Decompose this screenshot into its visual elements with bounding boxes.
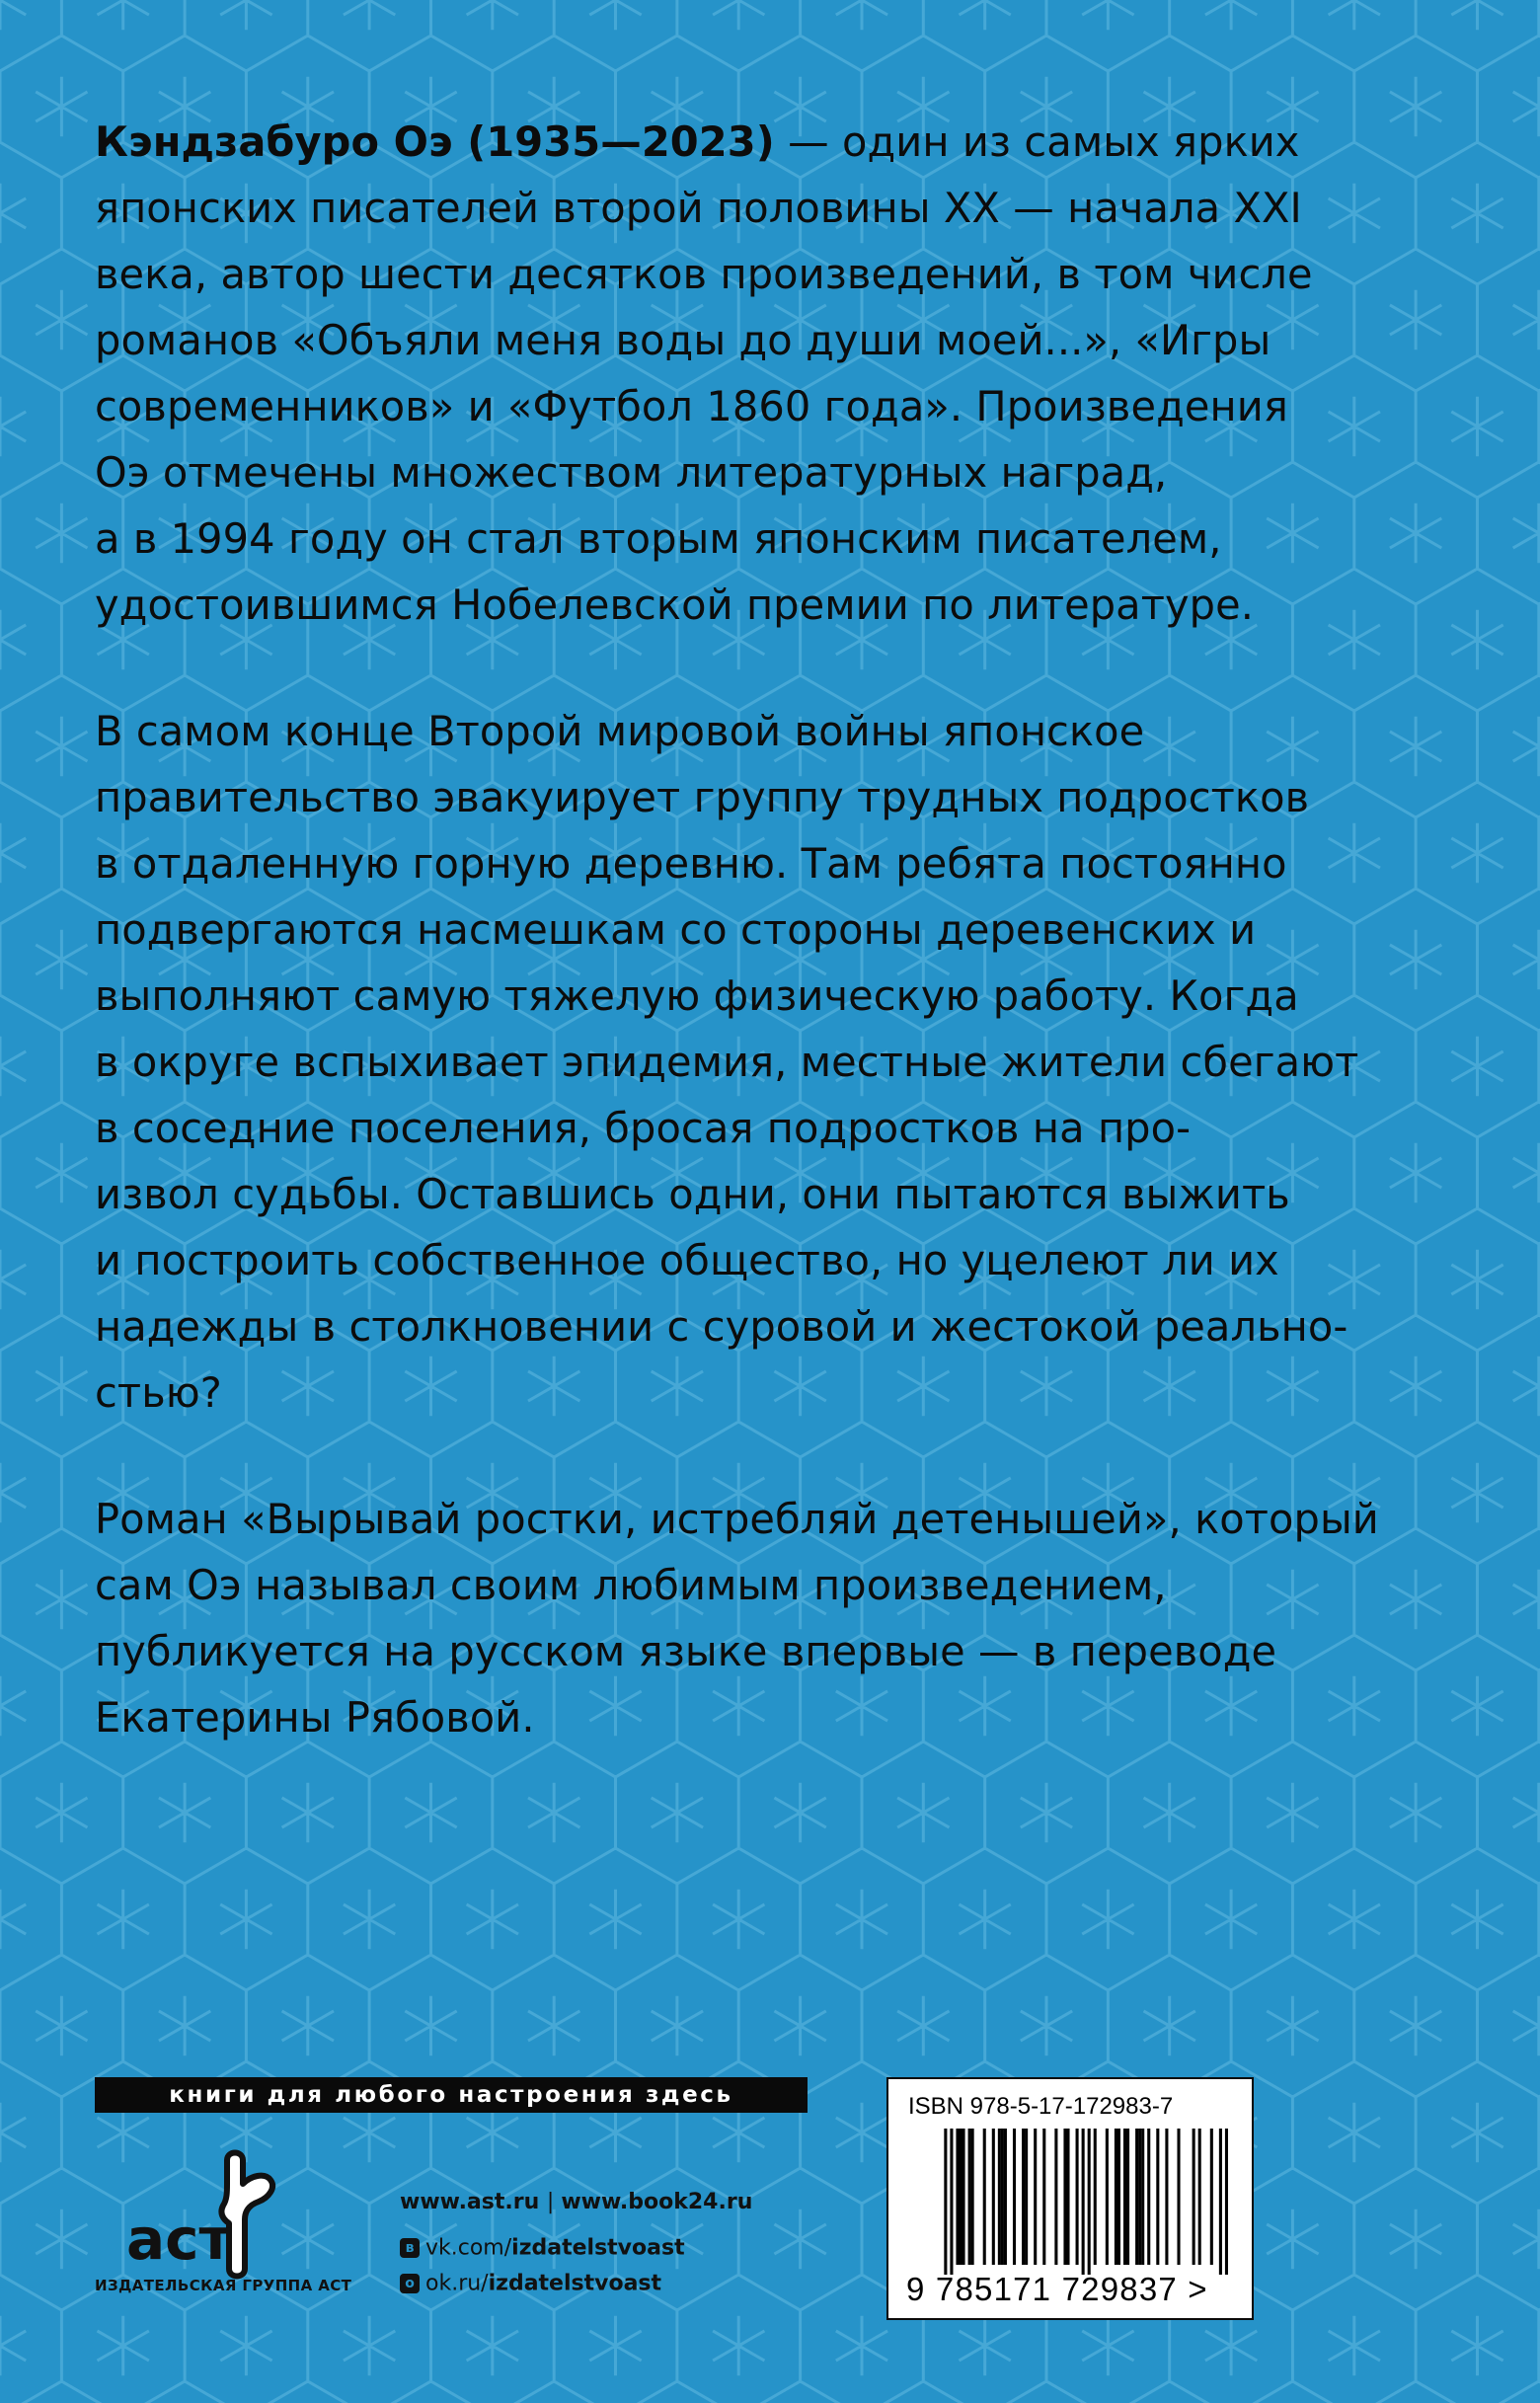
- author-biography: [95, 109, 1467, 638]
- barcode-bar: [1117, 2129, 1120, 2265]
- barcode-bar: [971, 2129, 974, 2265]
- barcode-bar: [1156, 2129, 1159, 2265]
- plot-line: и построить собственное общество, но уцелеют ли их: [95, 1236, 1279, 1284]
- bio-line: Кэндзабуро Оэ (1935—2023) — один из самых ярких: [95, 117, 1300, 166]
- barcode-bar: [1198, 2129, 1201, 2265]
- barcode-bar: [1063, 2129, 1066, 2265]
- vk-link[interactable]: в vk.com/izdatelstvoast: [400, 2235, 685, 2261]
- publisher-name: ИЗДАТЕЛЬСКАЯ ГРУППА АСТ: [95, 2277, 352, 2294]
- barcode-bar: [1088, 2129, 1091, 2275]
- barcode-bar: [968, 2129, 971, 2265]
- bio-line: Оэ отмечены множеством литературных наград,: [95, 448, 1168, 497]
- barcode-bar: [1076, 2129, 1079, 2265]
- barcode-bar: [1094, 2129, 1097, 2265]
- barcode-bar: [1126, 2129, 1129, 2265]
- barcode-bar: [1022, 2129, 1025, 2265]
- barcode-bar: [1210, 2129, 1213, 2265]
- barcode-bar: [1034, 2129, 1037, 2265]
- logo-text: аст: [126, 2206, 233, 2273]
- isbn-label: ISBN 978-5-17-172983-7: [908, 2093, 1174, 2120]
- barcode-bar: [1106, 2129, 1109, 2265]
- barcode-bar: [1042, 2129, 1045, 2265]
- plot-line: подвергаются насмешкам со стороны деревенских и: [95, 905, 1257, 954]
- plot-line: стью?: [95, 1368, 222, 1417]
- plot-line: правительство эвакуирует группу трудных подростков: [95, 773, 1310, 821]
- site-book24-link[interactable]: www.book24.ru: [561, 2190, 753, 2214]
- bio-line: а в 1994 году он стал вторым японским писателем,: [95, 514, 1222, 563]
- barcode-bar: [950, 2129, 953, 2275]
- plot-line: выполняют самую тяжелую физическую работу. Когда: [95, 971, 1299, 1020]
- barcode-bar: [959, 2129, 962, 2265]
- barcode-bar: [992, 2129, 995, 2265]
- barcode-bar: [1193, 2129, 1195, 2265]
- barcode-bar: [1001, 2129, 1004, 2265]
- barcode-bar: [1141, 2129, 1144, 2265]
- plot-line: извол судьбы. Оставшись одни, они пытаются выжить: [95, 1170, 1290, 1218]
- isbn-barcode-box: [886, 2077, 1254, 2320]
- bio-line: японских писателей второй половины XX — начала XXI: [95, 184, 1302, 232]
- barcode-bar: [1138, 2129, 1141, 2265]
- barcode-bar: [1082, 2129, 1085, 2275]
- barcode-bar: [1219, 2129, 1222, 2275]
- barcode-bar: [1165, 2129, 1168, 2265]
- barcode-bar: [944, 2129, 947, 2275]
- promo-line: публикуется на русском языке впервые — в переводе: [95, 1627, 1277, 1675]
- barcode-bar: [1025, 2129, 1028, 2265]
- website-links: [400, 2190, 752, 2214]
- barcode-bar: [998, 2129, 1001, 2265]
- bio-line: романов «Объяли меня воды до души моей...», «Игры: [95, 316, 1271, 364]
- slogan-bar: книги для любого настроения здесь: [95, 2077, 808, 2113]
- barcode-bar: [956, 2129, 959, 2265]
- ast-logo-icon: [116, 2142, 314, 2288]
- promo-line: сам Оэ называл своим любимым произведением,: [95, 1561, 1167, 1609]
- barcode-bar: [1123, 2129, 1126, 2265]
- barcode-bar: [983, 2129, 986, 2265]
- barcode-bar: [1054, 2129, 1057, 2265]
- plot-line: надежды в столкновении с суровой и жестокой реально-: [95, 1302, 1348, 1351]
- barcode-bar: [1066, 2129, 1069, 2265]
- barcode-bar: [1004, 2129, 1007, 2265]
- barcode-bar: [1177, 2129, 1180, 2265]
- vk-icon: в: [400, 2238, 420, 2258]
- barcode-bar: [1225, 2129, 1228, 2275]
- plot-line: В самом конце Второй мировой войны японское: [95, 707, 1145, 755]
- odnoklassniki-icon: о: [400, 2274, 420, 2293]
- plot-line: в округе вспыхивает эпидемия, местные жители сбегают: [95, 1038, 1359, 1086]
- bio-line: века, автор шести десятков произведений, в том числе: [95, 250, 1313, 298]
- plot-line: в соседние поселения, бросая подростков на про-: [95, 1104, 1192, 1152]
- barcode-bar: [1135, 2129, 1138, 2265]
- novel-promo: [95, 1486, 1467, 1750]
- bio-line: современников» и «Футбол 1860 года». Произведения: [95, 382, 1288, 430]
- barcode-bar: [1013, 2129, 1016, 2265]
- barcode-bar: [1147, 2129, 1150, 2265]
- plot-summary: [95, 698, 1467, 1426]
- author-name: Кэндзабуро Оэ (1935—2023): [95, 117, 775, 166]
- link-separator: |: [546, 2190, 555, 2214]
- barcode-bar: [1115, 2129, 1117, 2265]
- barcode-digits: 9 785171 729837 >: [906, 2271, 1208, 2307]
- plot-line: в отдаленную горную деревню. Там ребята постоянно: [95, 839, 1287, 888]
- barcode-icon: [908, 2129, 1234, 2275]
- site-ast-link[interactable]: www.ast.ru: [400, 2190, 540, 2214]
- promo-line: Екатерины Рябовой.: [95, 1693, 535, 1742]
- bio-line: удостоившимся Нобелевской премии по литературе.: [95, 581, 1254, 629]
- barcode-bar: [962, 2129, 965, 2265]
- promo-line: Роман «Вырывай ростки, истребляй детенышей», который: [95, 1495, 1379, 1543]
- ok-link[interactable]: о ok.ru/izdatelstvoast: [400, 2271, 661, 2296]
